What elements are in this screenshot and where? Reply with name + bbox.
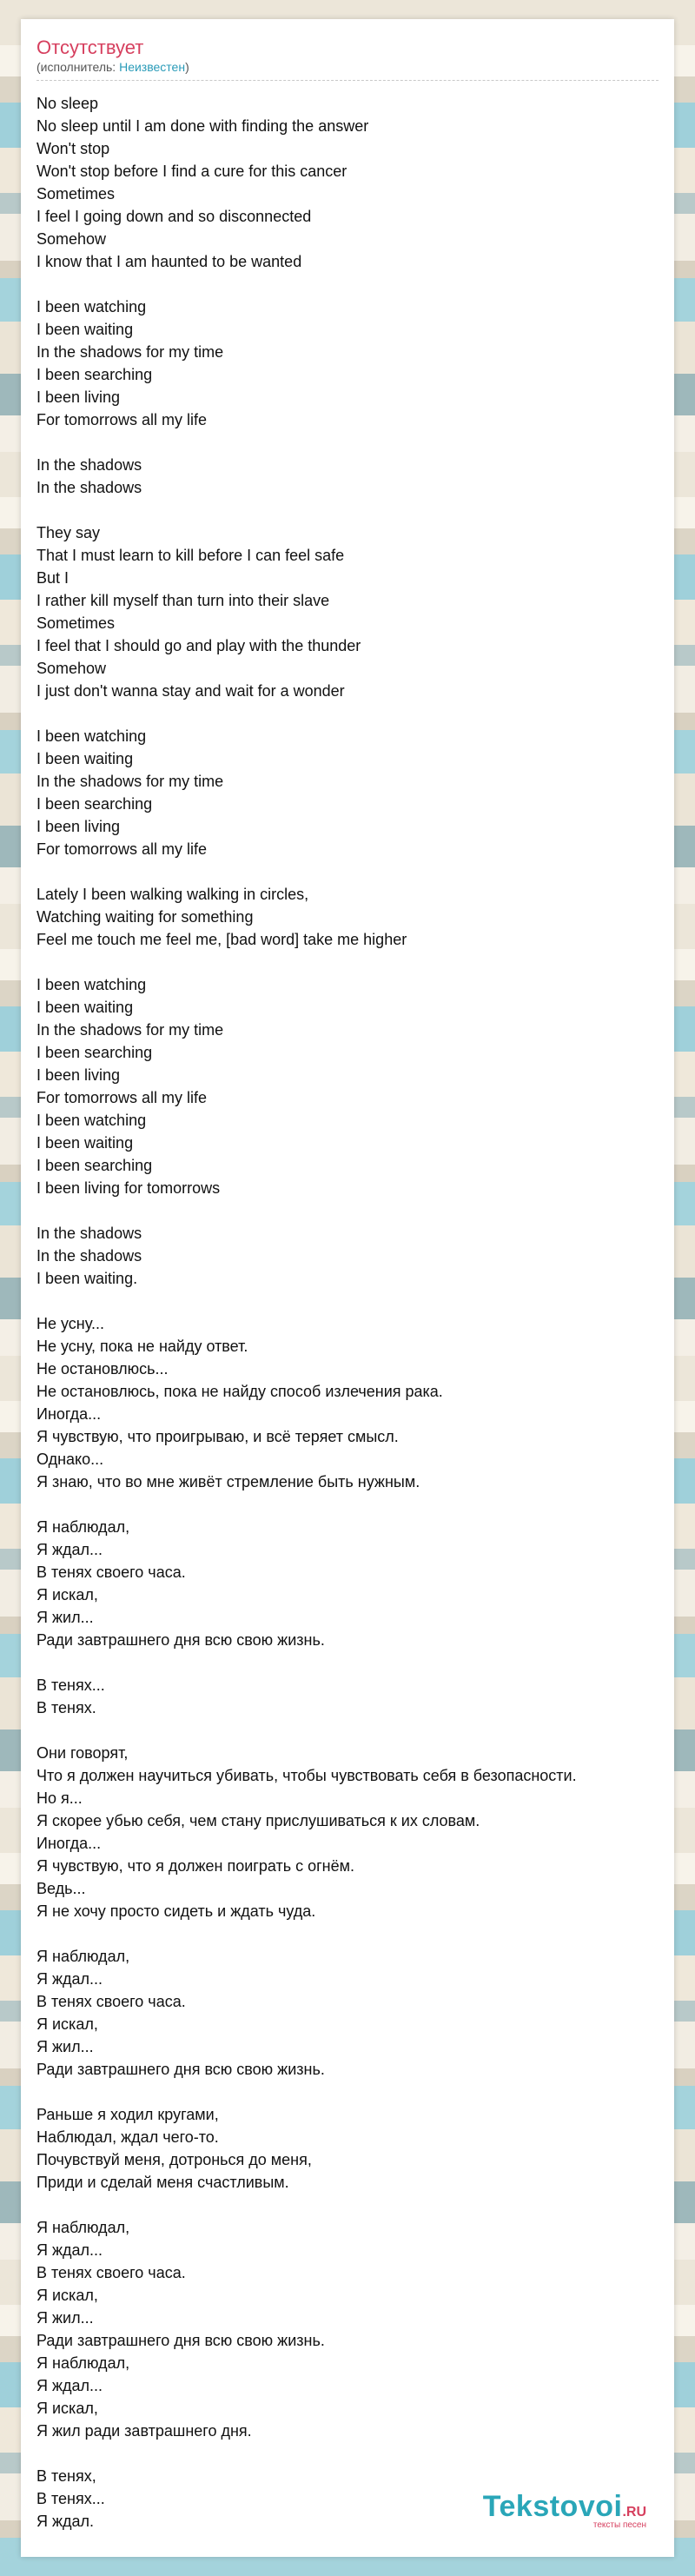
lyric-line: I been waiting <box>36 750 134 767</box>
lyric-line <box>36 1493 662 1516</box>
lyric-line: In the shadows for my time <box>36 343 224 361</box>
lyric-line: Sometimes <box>36 185 116 202</box>
lyric-line: Я жил... <box>36 2309 94 2327</box>
lyric-line <box>36 1290 662 1312</box>
lyric-line: Я искал, <box>36 1586 98 1603</box>
lyric-line: Я искал, <box>36 2400 98 2417</box>
lyric-line: In the shadows <box>36 1225 142 1242</box>
lyric-line: I been waiting <box>36 1134 134 1152</box>
lyric-line: Я наблюдал, <box>36 2219 130 2236</box>
site-logo[interactable] <box>483 2491 646 2531</box>
lyric-line: I know that I am haunted to be wanted <box>36 253 302 270</box>
logo-tld: .RU <box>622 2505 646 2520</box>
lyric-line <box>36 273 662 295</box>
lyric-line: Ради завтрашнего дня всю свою жизнь. <box>36 2332 325 2349</box>
lyric-line <box>36 702 662 725</box>
lyric-line: Я жил ради завтрашнего дня. <box>36 2422 252 2440</box>
lyric-line: Я чувствую, что я должен поиграть с огнём. <box>36 1857 354 1875</box>
lyric-line: In the shadows <box>36 456 142 474</box>
lyric-line <box>36 1719 662 1742</box>
lyric-line: I been waiting <box>36 999 134 1016</box>
lyric-line: Я ждал... <box>36 1541 103 1558</box>
lyric-line: I been searching <box>36 795 153 813</box>
lyric-line: Однако... <box>36 1451 104 1468</box>
lyric-line: I been watching <box>36 1112 147 1129</box>
lyric-line: I feel I going down and so disconnected <box>36 208 312 225</box>
lyric-line: In the shadows for my time <box>36 773 224 790</box>
lyric-line <box>36 499 662 521</box>
lyric-line: В тенях... <box>36 1676 105 1694</box>
lyric-line: In the shadows for my time <box>36 1021 224 1039</box>
lyric-line: Ведь... <box>36 1880 86 1897</box>
lyrics-sheet <box>21 19 674 2557</box>
lyric-line: I been waiting <box>36 321 134 338</box>
lyric-line: I been watching <box>36 298 147 315</box>
lyric-line <box>36 2194 662 2216</box>
lyric-line: I just don't wanna stay and wait for a wonder <box>36 682 345 700</box>
lyric-line: I been searching <box>36 1157 153 1174</box>
lyric-line: Somehow <box>36 660 107 677</box>
lyric-line: Watching waiting for something <box>36 908 254 926</box>
lyric-line: I been living for tomorrows <box>36 1179 221 1197</box>
lyric-line: In the shadows <box>36 1247 142 1265</box>
lyric-line: Раньше я ходил кругами, <box>36 2106 219 2123</box>
lyric-line: For tomorrows all my life <box>36 1089 208 1106</box>
lyric-line: Я не хочу просто сидеть и ждать чуда. <box>36 1902 316 1920</box>
lyric-line <box>36 2442 662 2465</box>
lyric-line: I been living <box>36 1066 121 1084</box>
lyric-line: Я жил... <box>36 1609 94 1626</box>
artist-prefix: (исполнитель: <box>36 60 120 74</box>
lyric-line: Я искал, <box>36 2287 98 2304</box>
lyric-line <box>36 1922 662 1945</box>
lyric-line: Я ждал... <box>36 2241 103 2259</box>
lyric-line: Я ждал... <box>36 2377 103 2394</box>
lyrics-text <box>36 92 662 2533</box>
lyric-line: I been searching <box>36 366 153 383</box>
lyric-line: Sometimes <box>36 614 116 632</box>
lyric-line: Я наблюдал, <box>36 2354 130 2372</box>
artist-line <box>36 59 659 75</box>
lyric-line <box>36 1651 662 1674</box>
lyric-line: Я скорее убью себя, чем стану прислушиваться к их словам. <box>36 1812 480 1829</box>
lyric-line: В тенях своего часа. <box>36 2264 186 2281</box>
lyric-line: Я искал, <box>36 2015 98 2033</box>
lyric-line: I been waiting. <box>36 1270 138 1287</box>
lyric-line <box>36 860 662 883</box>
lyric-line: Ради завтрашнего дня всю свою жизнь. <box>36 1631 325 1649</box>
lyric-line: I been living <box>36 818 121 835</box>
lyric-line: В тенях своего часа. <box>36 1564 186 1581</box>
lyric-line: Я знаю, что во мне живёт стремление быть нужным. <box>36 1473 420 1490</box>
lyric-line: I been watching <box>36 727 147 745</box>
artist-suffix: ) <box>185 60 189 74</box>
lyric-line: Не остановлюсь... <box>36 1360 169 1378</box>
lyric-line: В тенях. <box>36 1699 96 1716</box>
lyric-line: Я ждал... <box>36 1970 103 1988</box>
lyric-line: Что я должен научиться убивать, чтобы чувствовать себя в безопасности. <box>36 1767 577 1784</box>
lyric-line: Иногда... <box>36 1405 102 1423</box>
lyric-line: But I <box>36 569 70 587</box>
logo-name: Tekstovoi <box>482 2490 623 2523</box>
lyric-line <box>36 951 662 973</box>
lyric-line: I been living <box>36 388 121 406</box>
lyric-line <box>36 431 662 454</box>
lyric-line: Не усну, пока не найду ответ. <box>36 1338 248 1355</box>
lyric-line: Иногда... <box>36 1835 102 1852</box>
lyric-line: Lately I been walking walking in circles, <box>36 886 309 903</box>
lyric-line: Приди и сделай меня счастливым. <box>36 2174 289 2191</box>
lyric-line: Наблюдал, ждал чего-то. <box>36 2128 219 2146</box>
lyric-line: В тенях, <box>36 2467 96 2485</box>
lyric-line: I been searching <box>36 1044 153 1061</box>
lyric-line: Не усну... <box>36 1315 104 1332</box>
lyric-line: They say <box>36 524 101 541</box>
lyric-line: В тенях своего часа. <box>36 1993 186 2010</box>
lyric-line <box>36 2081 662 2103</box>
lyric-line: Won't stop before I find a cure for this cancer <box>36 163 348 180</box>
lyric-line: No sleep until I am done with finding the answer <box>36 117 369 135</box>
lyric-line: For tomorrows all my life <box>36 411 208 428</box>
lyric-line: Они говорят, <box>36 1744 129 1762</box>
lyric-line: Я наблюдал, <box>36 1948 130 1965</box>
lyric-line: No sleep <box>36 95 99 112</box>
lyric-line: Почувствуй меня, дотронься до меня, <box>36 2151 312 2168</box>
lyric-line: В тенях... <box>36 2490 105 2507</box>
lyric-line <box>36 1199 662 1222</box>
lyric-line: Somehow <box>36 230 107 248</box>
lyric-line: Feel me touch me feel me, [bad word] take me higher <box>36 931 407 948</box>
lyric-line: For tomorrows all my life <box>36 840 208 858</box>
song-title: Отсутствует <box>36 37 144 58</box>
lyric-line: Я чувствую, что проигрываю, и всё теряет смысл. <box>36 1428 399 1445</box>
lyric-line: I been watching <box>36 976 147 993</box>
lyric-line: I rather kill myself than turn into their slave <box>36 592 330 609</box>
lyric-line: In the shadows <box>36 479 142 496</box>
artist-link[interactable]: Неизвестен <box>119 60 186 74</box>
lyric-line: Я ждал. <box>36 2513 95 2530</box>
lyric-line: Но я... <box>36 1789 83 1807</box>
lyric-line: Ради завтрашнего дня всю свою жизнь. <box>36 2061 325 2078</box>
lyric-line: I feel that I should go and play with the thunder <box>36 637 361 654</box>
lyric-line: Won't stop <box>36 140 110 157</box>
logo-tagline: тексты песен <box>592 2520 646 2530</box>
lyric-line: Не остановлюсь, пока не найду способ излечения рака. <box>36 1383 443 1400</box>
lyric-line: That I must learn to kill before I can feel safe <box>36 547 345 564</box>
lyric-line: Я наблюдал, <box>36 1518 130 1536</box>
song-header <box>36 37 659 81</box>
lyric-line: Я жил... <box>36 2038 94 2055</box>
